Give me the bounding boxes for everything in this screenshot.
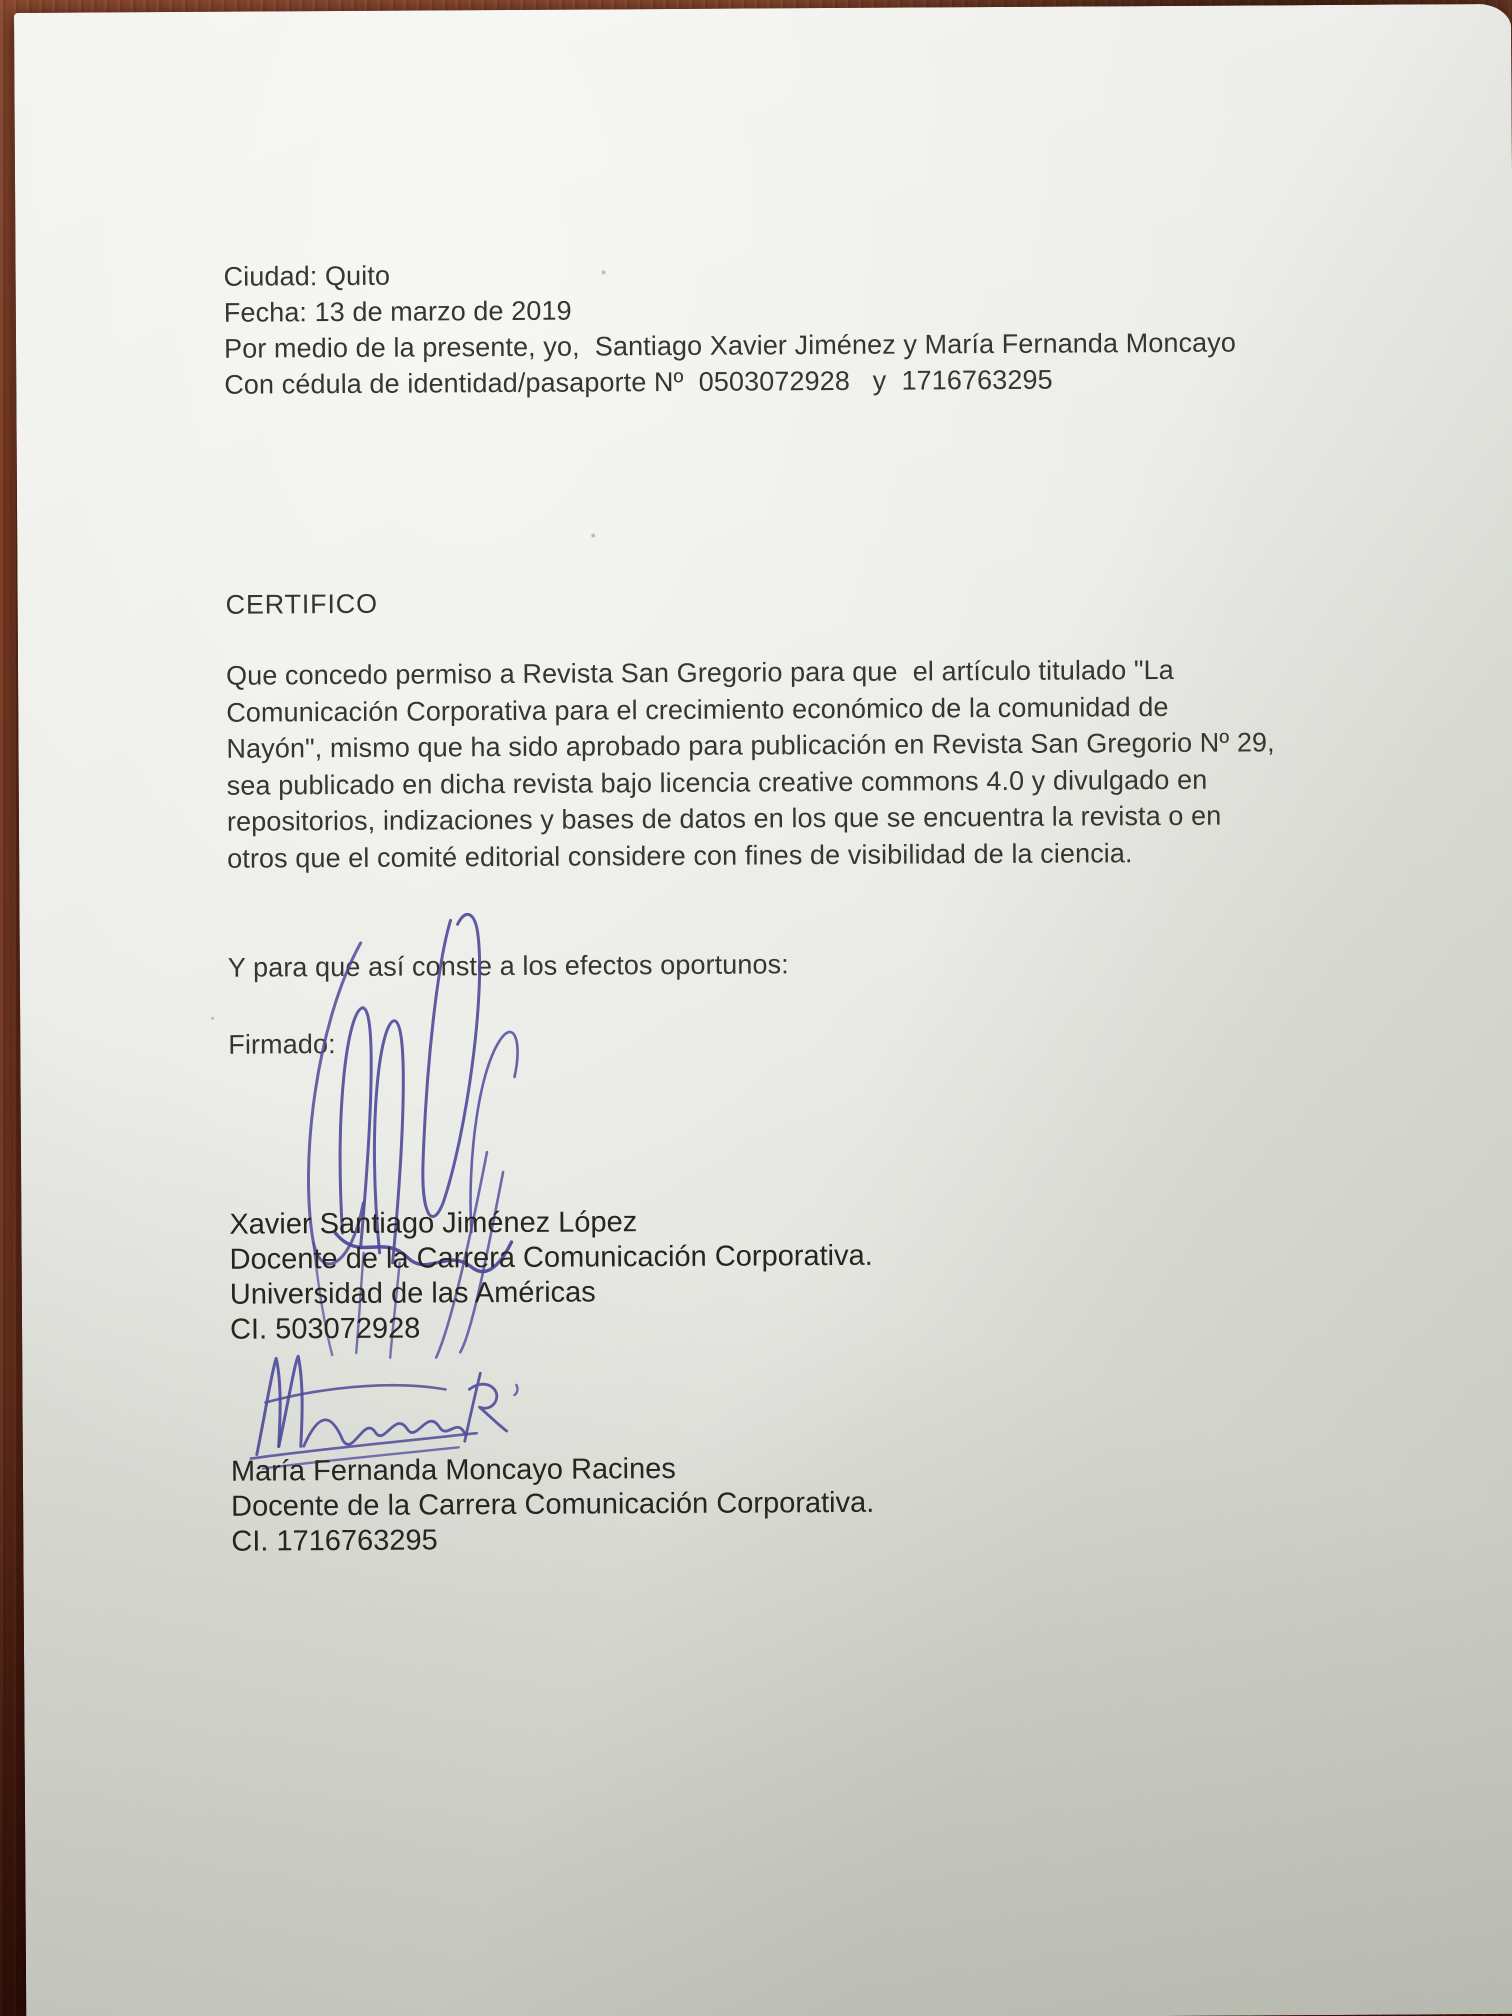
- signatory1-name: Xavier Santiago Jiménez López: [229, 1206, 638, 1241]
- paper-speck: [211, 1017, 214, 1020]
- signatory2-name: María Fernanda Moncayo Racines: [230, 1452, 676, 1488]
- closing-line: Y para que así conste a los efectos oportunos:: [227, 949, 789, 983]
- signatory1-id: CI. 503072928: [229, 1312, 421, 1346]
- signatory2-id: CI. 1716763295: [231, 1524, 438, 1558]
- certify-heading: CERTIFICO: [225, 588, 378, 620]
- paragraph-line: Nayón", mismo que ha sido aprobado para publicación en Revista San Gregorio Nº 29,: [226, 727, 1275, 764]
- paper-speck: [591, 533, 595, 537]
- permission-paragraph: [226, 651, 1276, 876]
- date-line: Fecha: 13 de marzo de 2019: [223, 295, 572, 328]
- paragraph-line: otros que el comité editorial considere con fines de visibilidad de la ciencia.: [227, 837, 1133, 874]
- city-line: Ciudad: Quito: [223, 260, 391, 292]
- id-line: Con cédula de identidad/pasaporte Nº 0503072928 y 1716763295: [224, 364, 1053, 400]
- paper-speck: [602, 270, 606, 274]
- intro-line: Por medio de la presente, yo, Santiago Xavier Jiménez y María Fernanda Moncayo: [223, 327, 1237, 364]
- paragraph-line: repositorios, indizaciones y bases de datos en los que se encuentra la revista o en: [226, 800, 1222, 837]
- signatory1-role: Docente de la Carrera Comunicación Corporativa.: [229, 1239, 873, 1276]
- paper-sheet: [14, 4, 1512, 2016]
- paragraph-line: Que concedo permiso a Revista San Gregorio para que el artículo titulado "La: [225, 654, 1174, 691]
- paragraph-line: sea publicado en dicha revista bajo licencia creative commons 4.0 y divulgado en: [226, 764, 1208, 801]
- signatory2-role: Docente de la Carrera Comunicación Corporativa.: [231, 1486, 875, 1523]
- signatory1-institution: Universidad de las Américas: [229, 1276, 596, 1311]
- paragraph-line: Comunicación Corporativa para el crecimiento económico de la comunidad de: [226, 691, 1169, 728]
- signed-label: Firmado:: [228, 1029, 336, 1060]
